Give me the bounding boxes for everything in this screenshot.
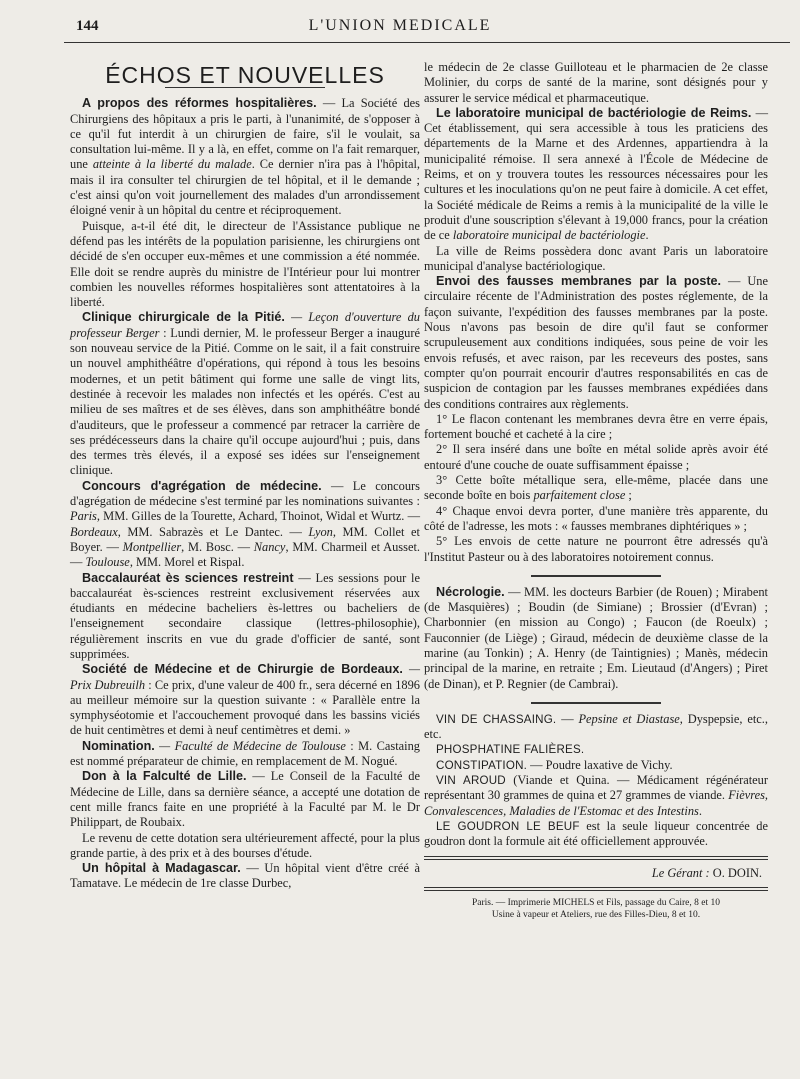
section-divider — [531, 702, 661, 704]
article-nomination: Nomination. — Faculté de Médecine de Toulouse : M. Castaing est nommé préparateur de chimie, en remplacement de M. Nogué. — [70, 738, 420, 769]
article-necrologie: Nécrologie. — MM. les docteurs Barbier (de Rouen) ; Mirabent (de Masquières) ; Boudin (de Simiane) ; Brossier (d'Evran) ; Charbonnier (en mission au Congo) ; Faucon (de Roeulx) ; Fauconnier (de Liège) ; Giraud, médecin de deuxième classe de la marine (au Tonkin) ; A. Henry (de Taintignies) ; Manès, médecin principal de la marine, en retraite ; Em. Lieutaud (d'Angers) ; Piret (de Dinan), et P. Regnier (de Cambrai). — [424, 584, 768, 691]
ad-name: PHOSPHATINE FALIÈRES. — [436, 743, 585, 757]
article-heading: Société de Médecine et de Chirurgie de Bordeaux. — [82, 662, 403, 677]
article-heading: Nécrologie. — [436, 584, 505, 599]
section-title: ÉCHOS ET NOUVELLES — [105, 62, 385, 88]
ad-goudron: LE GOUDRON LE BEUF est la seule liqueur concentrée de goudron dont la formule ait été officiellement approuvée. — [424, 818, 769, 849]
list-item: 1° Le flacon contenant les membranes devra être en verre épais, fortement bouché et cacheté à la cire ; — [424, 411, 768, 442]
printer-imprint: Paris. — Imprimerie MICHELS et Fils, passage du Caire, 8 et 10 Usine à vapeur et Ateliers, rue des Filles-Dieu, 8 et 10. — [471, 897, 721, 920]
article-heading: Un hôpital à Madagascar. — [82, 861, 241, 876]
article-heading: A propos des réformes hospitalières. — [82, 96, 317, 111]
article-baccalaureat: Baccalauréat ès sciences restreint — Les sessions pour le baccalauréat ès-sciences restreint exclusivement réservées aux étudiants en médecine bacheliers ès-lettres ou bacheliers de l'enseignement secondaire classique (lettres-philosophie), régulièrement inscrits en vue du grade d'officier de santé, sont supprimées. — [70, 570, 420, 661]
header-rule — [64, 42, 790, 43]
article-heading: Envoi des fausses membranes par la poste. — [436, 274, 722, 289]
article-heading: Baccalauréat ès sciences restreint — [82, 570, 294, 585]
ad-phosphatine — [424, 742, 768, 757]
article-heading: Clinique chirurgicale de la Pitié. — [82, 310, 285, 325]
ad-name: CONSTIPATION. — [436, 758, 528, 772]
ad-chassaing: VIN DE CHASSAING. — Pepsine et Diastase, Dyspepsie, etc., etc. — [424, 711, 768, 742]
ad-vin-aroud: VIN AROUD (Viande et Quina. — Médicament régénérateur représentant 30 grammes de quina et 27 grammes de viande. Fièvres, Convalescences, Maladies de l'Estomac et des Intestins. — [424, 773, 769, 818]
double-rule — [424, 856, 768, 860]
article-heading: Don à la Falculté de Lille. — [82, 769, 247, 784]
article-heading: Nomination. — [82, 738, 155, 753]
list-item: 3° Cette boîte métallique sera, elle-même, placée dans une seconde boîte en bois parfaitement close ; — [424, 473, 768, 503]
article-madagascar: Un hôpital à Madagascar. — Un hôpital vient d'être créé à Tamatave. Le médecin de 1re classe Durbec, — [70, 861, 420, 891]
page-number: 144 — [76, 18, 99, 34]
gerant-name: O. DOIN. — [712, 865, 762, 880]
gerant-line: Le Gérant : O. DOIN. — [651, 865, 762, 880]
left-column — [70, 50, 420, 892]
ad-name: VIN DE CHASSAING. — [436, 712, 557, 726]
article-laboratoire-reims: Le laboratoire municipal de bactériologie de Reims. — Cet établissement, qui sera accessible à tous les praticiens des départements de la Marne et des Ardennes, appartiendra à la municipalité rémoise. Il sera annexé à l'École de Médecine de Reims, et on y trouvera toutes les ressources nécessaires pour les cultures et les inoculations qu'on ne peut faire à domicile. A cet effet, la Société médicale de Reims a remis à la municipalité de la ville le produit d'une souscription s'élevant à 19,000 francs, pour la création de ce laboratoire municipal de bactériologie. — [424, 105, 768, 243]
right-column — [424, 60, 768, 921]
article-heading: Le laboratoire municipal de bactériologie de Reims. — [436, 105, 752, 120]
section-divider — [531, 575, 661, 577]
article-paragraph: La ville de Reims possèdera donc avant Paris un laboratoire municipal d'analyse bactériologique. — [424, 243, 768, 273]
article-clinique: Clinique chirurgicale de la Pitié. — Leçon d'ouverture du professeur Berger : Lundi dernier, M. le professeur Berger a inauguré son nouveau service de la Pitié. Comme on le sait, il a fait construire un nouvel amphithéâtre d'opérations, qui répond à tous les besoins modernes, et un petit bâtiment qui forme une salle de vingt lits, destinée à recevoir les malades non infectés et les opérés. C'est au milieu de ses maîtres et de ses élèves, dans son amphithéâtre bondé d'auditeurs, que le professeur a commencé par retracer la carrière de ses prédécesseurs dans la chaire qu'il occupe aujourd'hui ; puis, dans des termes très élevés, il a exposé ses idées sur l'enseignement clinique. — [70, 310, 420, 478]
article-concours: Concours d'agrégation de médecine. — Le concours d'agrégation de médecine s'est terminé par les nominations suivantes : Paris, MM. Gilles de la Tourette, Achard, Thoinot, Widal et Wurtz. — Bordeaux, MM. Sabrazès et Le Dantec. — Lyon, MM. Collet et Boyer. — Montpellier, M. Bosc. — Nancy, MM. Charmeil et Ausset. — Toulouse, MM. Morel et Rispal. — [70, 478, 420, 570]
article-reformes: A propos des réformes hospitalières. — La Société des Chirurgiens des hôpitaux a pris le parti, à l'unanimité, de s'opposer à ce qu'il fut interdit à un chirurgien de faire, s'il le voulait, sa consultation lui-même. Il y a là, en effet, comme on l'a fait remarquer, une atteinte à la liberté du malade. Ce dernier n'ira pas à l'hôpital, mais il ira consulter tel chirurgien de tel hôpital, et il le demande ; c'est ainsi qu'on voit journellement des malades d'un arrondissement éloigné venir à un hôpital du centre et réciproquement. — [70, 96, 420, 218]
list-item: 5° Les envois de cette nature ne pourront être adressés qu'à l'Institut Pasteur ou à des laboratoires notoirement connus. — [424, 534, 768, 564]
list-item: 2° Il sera inséré dans une boîte en métal solide après avoir été entouré d'une couche de ouate suffisamment épaisse ; — [424, 442, 768, 472]
ad-name: LE GOUDRON LE BEUF — [436, 819, 580, 833]
article-paragraph: Le revenu de cette dotation sera ultérieurement affecté, pour la plus grande partie, à des prix et à des bourses d'étude. — [70, 830, 420, 860]
article-heading: Concours d'agrégation de médecine. — [82, 478, 322, 493]
double-rule — [424, 887, 768, 891]
ad-constipation: CONSTIPATION. — Poudre laxative de Vichy. — [436, 757, 673, 772]
article-societe-bordeaux: Société de Médecine et de Chirurgie de Bordeaux. — Prix Dubreuilh : Ce prix, d'une valeur de 400 fr., sera décerné en 1896 au meilleur mémoire sur la question suivante : « Parallèle entre la symphyséotomie et l'accouchement provoqué dans les bassins viciés de huit centimètres et demi à neuf centimètres et demi. » — [70, 662, 420, 738]
article-paragraph: Puisque, a-t-il été dit, le directeur de l'Assistance publique ne défend pas les intérêts de la population parisienne, les chirurgiens ont décidé de s'en occuper eux-mêmes et une commission a été nommée. Elle doit se rendre auprès du ministre de l'Intérieur pour lui montrer combien les nouvelles réformes hospitalières sont attentatoires à la liberté. — [70, 218, 420, 310]
ad-name: VIN AROUD — [436, 774, 506, 788]
journal-title: L'UNION MEDICALE — [308, 17, 492, 34]
running-head — [0, 14, 800, 38]
article-continuation: le médecin de 2e classe Guilloteau et le pharmacien de 2e classe Molinier, du corps de santé de la marine, sont désignés pour y assurer le service médical et pharmaceutique. — [424, 60, 768, 105]
list-item: 4° Chaque envoi devra porter, d'une manière très apparente, du côté de l'adresse, les mots : « fausses membranes diphtériques » ; — [424, 503, 768, 533]
article-envoi-membranes: Envoi des fausses membranes par la poste. — Une circulaire récente de l'Administration des postes réglemente, de la façon suivante, l'expédition des fausses membranes par la poste. Nous n'avons pas besoin de dire qu'il faut se conformer scrupuleusement aux conditions indiquées, sous peine de voir les envois refusés, et avec raison, par les receveurs des postes, sans compter qu'on pourrait encourir d'autres responsabilités en cas de suspicion de contagion par les fausses membranes expédiées dans des conditions contraires aux règlements. — [424, 274, 768, 411]
article-don-lille: Don à la Falculté de Lille. — Le Conseil de la Faculté de Médecine de Lille, dans sa dernière séance, a accepté une dotation de cent mille francs faite en une propriété à la Faculté par M. le Dr Philippart, de Roubaix. — [70, 769, 420, 830]
